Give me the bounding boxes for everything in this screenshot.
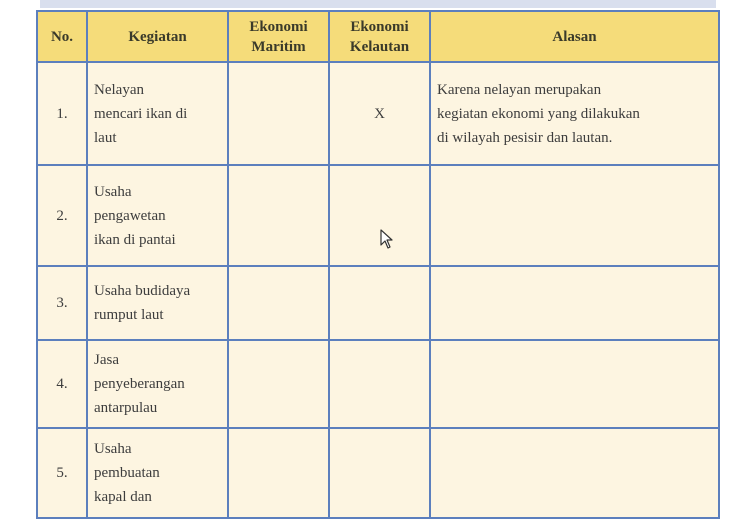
maritime-cell[interactable] (228, 165, 329, 266)
table-row (37, 165, 719, 266)
reason-cell[interactable] (430, 165, 719, 266)
reason-cell[interactable] (430, 428, 719, 518)
activity-line: laut (94, 129, 117, 146)
reason-cell[interactable] (430, 340, 719, 428)
activity-line: ikan di pantai (94, 231, 176, 248)
row-activity[interactable] (87, 62, 228, 165)
activity-classification-table (36, 10, 720, 519)
marine-cell[interactable]: X (329, 62, 430, 165)
header-maritime (228, 11, 329, 62)
activity-line: pembuatan (94, 465, 160, 481)
header-no: No. (37, 11, 87, 62)
marine-cell[interactable] (329, 428, 430, 518)
row-number: 2. (37, 165, 87, 266)
header-activity: Kegiatan (87, 11, 228, 62)
maritime-cell[interactable] (228, 340, 329, 428)
mouse-pointer-icon (380, 229, 394, 249)
header-marine-line1: Ekonomi (350, 18, 409, 35)
activity-line: pengawetan (94, 207, 166, 224)
reason-line: Karena nelayan merupakan (437, 81, 602, 98)
activity-line: Jasa (94, 352, 119, 368)
activity-line: Usaha (94, 183, 132, 200)
reason-line: di wilayah pesisir dan lautan. (437, 129, 613, 146)
activity-line: Usaha budidaya (94, 283, 191, 299)
row-number: 5. (37, 428, 87, 518)
table-row (37, 62, 719, 165)
row-number: 1. (37, 62, 87, 165)
activity-line: penyeberangan (94, 376, 185, 392)
header-maritime-line2: Maritim (251, 38, 306, 55)
header-marine-line2: Kelautan (349, 38, 410, 55)
reason-line: kegiatan ekonomi yang dilakukan (437, 105, 640, 122)
row-activity[interactable] (87, 428, 228, 518)
marine-cell[interactable] (329, 340, 430, 428)
reason-cell[interactable] (430, 62, 719, 165)
row-number: 4. (37, 340, 87, 428)
maritime-cell[interactable] (228, 266, 329, 340)
table-row (37, 266, 719, 340)
activity-line: mencari ikan di (94, 105, 188, 122)
table-row (37, 428, 719, 518)
header-maritime-line1: Ekonomi (249, 18, 308, 35)
top-border-strip (40, 0, 716, 8)
maritime-cell[interactable] (228, 428, 329, 518)
activity-line: kapal dan (94, 489, 152, 505)
row-activity[interactable] (87, 165, 228, 266)
activity-line: Nelayan (94, 81, 144, 98)
reason-cell[interactable] (430, 266, 719, 340)
activity-line: antarpulau (94, 400, 158, 416)
row-activity[interactable] (87, 266, 228, 340)
table-header-row (37, 11, 719, 62)
activity-line: Usaha (94, 441, 132, 457)
marine-cell[interactable] (329, 165, 430, 266)
row-activity[interactable] (87, 340, 228, 428)
marine-cell[interactable] (329, 266, 430, 340)
header-reason: Alasan (430, 11, 719, 62)
activity-line: rumput laut (94, 307, 164, 323)
row-number: 3. (37, 266, 87, 340)
header-marine (329, 11, 430, 62)
table-row (37, 340, 719, 428)
maritime-cell[interactable] (228, 62, 329, 165)
